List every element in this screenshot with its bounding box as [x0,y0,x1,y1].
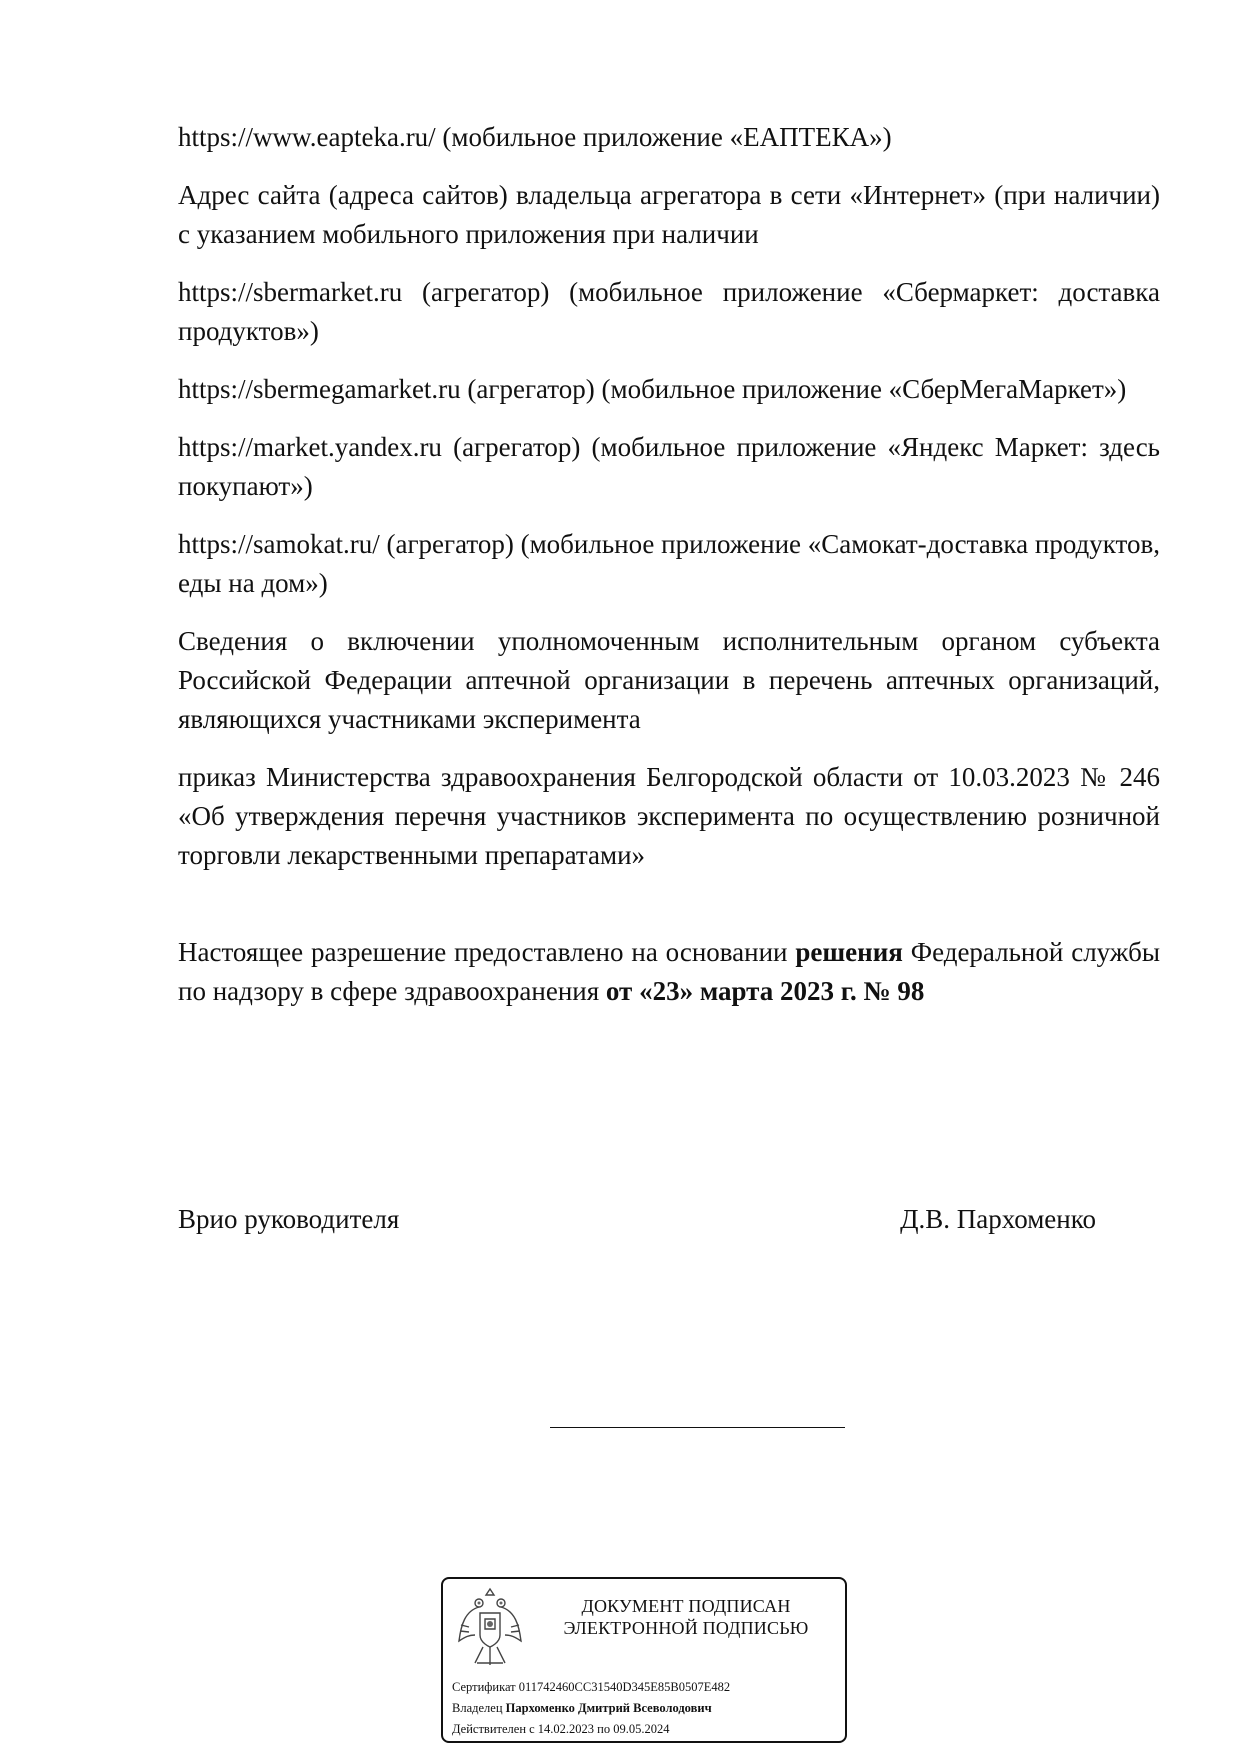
stamp-certificate [452,1677,730,1698]
basis-text-1: Настоящее разрешение предоставлено на основании [178,937,796,967]
signoff-name: Д.В. Пархоменко [900,1204,1096,1234]
paragraph-ministry-order: приказ Министерства здравоохранения Белгородской области от 10.03.2023 № 246 «Об утверждения перечня участников эксперимента по осуществлению розничной торговли лекарственными препаратами» [178,762,1160,870]
electronic-signature-stamp [441,1577,847,1743]
owner-label: Владелец [452,1701,506,1715]
paragraph-inclusion-info-label: Сведения о включении уполномоченным исполнительным органом субъекта Российской Федерации аптечной организации в перечень аптечных организаций, являющихся участниками эксперимента [178,626,1160,734]
basis-bold-date-number: от «23» марта 2023 г. № 98 [605,976,925,1006]
stamp-details [452,1677,730,1740]
paragraph-sbermegamarket: https://sbermegamarket.ru (агрегатор) (мобильное приложение «СберМегаМаркет») [178,374,1127,404]
basis-text-2: Федеральной службы по надзору в сфере здравоохранения [178,937,1160,1006]
stamp-validity: Действителен с 14.02.2023 по 09.05.2024 [452,1722,670,1736]
stamp-title-line-2: ЭЛЕКТРОННОЙ ПОДПИСЬЮ [563,1618,809,1638]
stamp-title [541,1595,831,1639]
coat-of-arms-emblem [455,1585,525,1671]
stamp-title-line-1: ДОКУМЕНТ ПОДПИСАН [581,1596,791,1616]
signoff-position: Врио руководителя [178,1204,400,1234]
paragraph-sbermarket: https://sbermarket.ru (агрегатор) (мобильное приложение «Сбермаркет: доставка продуктов») [178,277,1160,346]
owner-value: Пархоменко Дмитрий Всеволодович [505,1701,712,1715]
separator-line [550,1427,845,1428]
paragraph-samokat: https://samokat.ru/ (агрегатор) (мобильное приложение «Самокат-доставка продуктов, еды на дом») [178,529,1160,598]
paragraph-permit-basis [178,933,1160,1011]
document-body [178,118,1160,1030]
certificate-value: 011742460CC31540D345E85B0507E482 [518,1680,731,1694]
certificate-label: Сертификат [452,1680,519,1694]
stamp-owner [452,1698,730,1719]
paragraph-yandex-market: https://market.yandex.ru (агрегатор) (мобильное приложение «Яндекс Маркет: здесь покупают») [178,432,1160,501]
paragraph-aggregator-address-label: Адрес сайта (адреса сайтов) владельца агрегатора в сети «Интернет» (при наличии) с указанием мобильного приложения при наличии [178,180,1160,249]
paragraph-eapteka: https://www.eapteka.ru/ (мобильное приложение «ЕАПТЕКА») [178,122,892,152]
signoff-row [178,1200,1096,1239]
basis-bold-decision: решения [795,937,903,967]
